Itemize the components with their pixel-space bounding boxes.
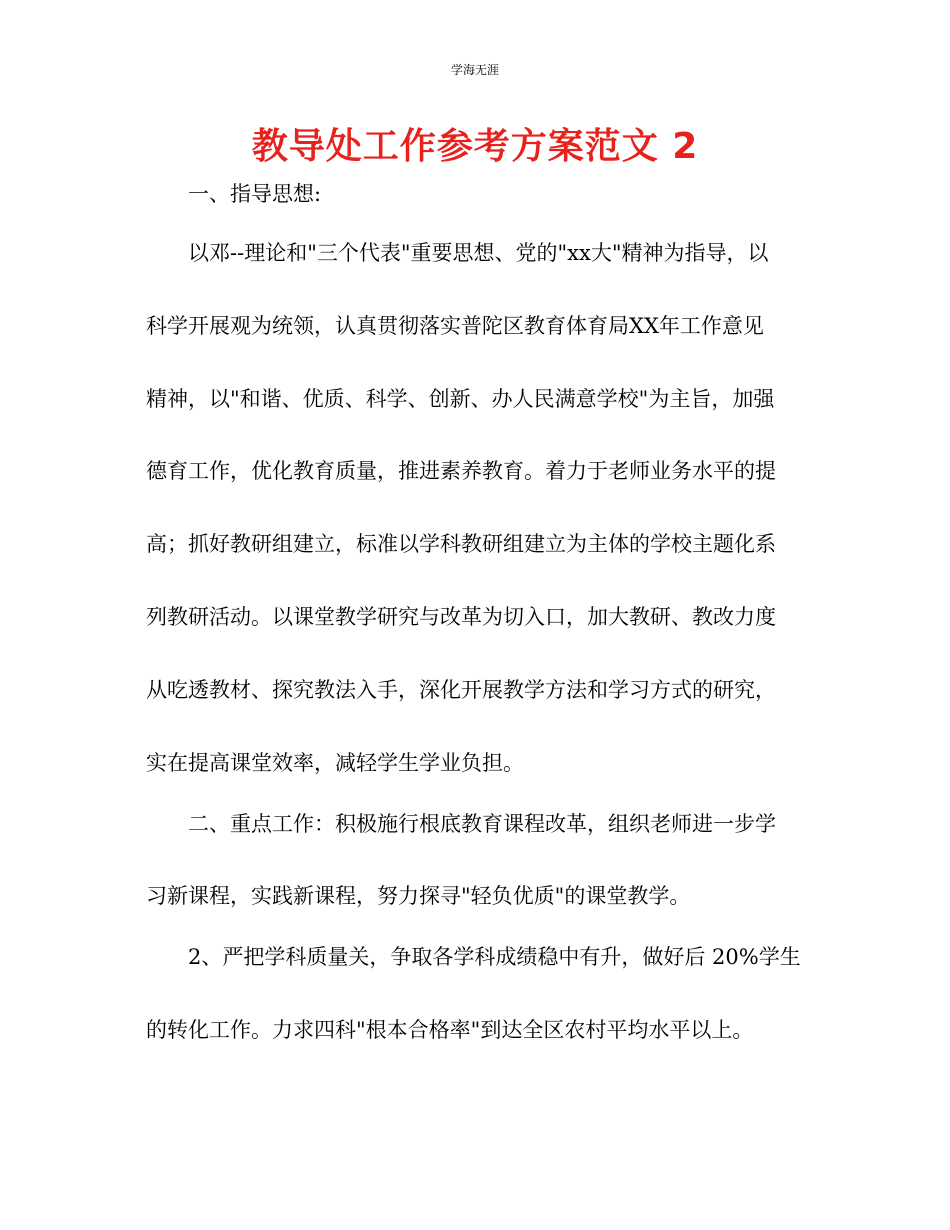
paragraph-line: 列教研活动。以课堂教学研究与改革为切入口，加大教研、教改力度: [146, 605, 776, 629]
paragraph-line: 实在提高课堂效率，减轻学生学业负担。: [146, 751, 524, 775]
document-title: 教导处工作参考方案范文 2: [251, 126, 699, 167]
paragraph-line: 一、指导思想:: [188, 182, 322, 206]
paragraph-line: 精神，以"和谐、优质、科学、创新、办人民满意学校"为主旨，加强: [146, 387, 775, 411]
paragraph-line: 德育工作，优化教育质量，推进素养教育。着力于老师业务水平的提: [146, 459, 776, 483]
paragraph-line: 以邓--理论和"三个代表"重要思想、党的"xx大"精神为指导，以: [188, 241, 769, 265]
paragraph-line: 高；抓好教研组建立，标准以学科教研组建立为主体的学校主题化系: [146, 532, 776, 556]
paragraph-line: 二、重点工作：积极施行根底教育课程改革，组织老师进一步学: [188, 812, 776, 836]
paragraph-line: 2、严把学科质量关，争取各学科成绩稳中有升，做好后 20%学生: [188, 945, 801, 969]
page-header: 学海无涯: [450, 63, 499, 77]
paragraph-line: 从吃透教材、探究教法入手，深化开展教学方法和学习方式的研究，: [146, 678, 776, 702]
paragraph-line: 科学开展观为统领，认真贯彻落实普陀区教育体育局XX年工作意见: [146, 314, 764, 338]
paragraph-line: 的转化工作。力求四科"根本合格率"到达全区农村平均水平以上。: [146, 1018, 754, 1042]
paragraph-line: 习新课程，实践新课程，努力探寻"轻负优质"的课堂教学。: [146, 884, 691, 908]
